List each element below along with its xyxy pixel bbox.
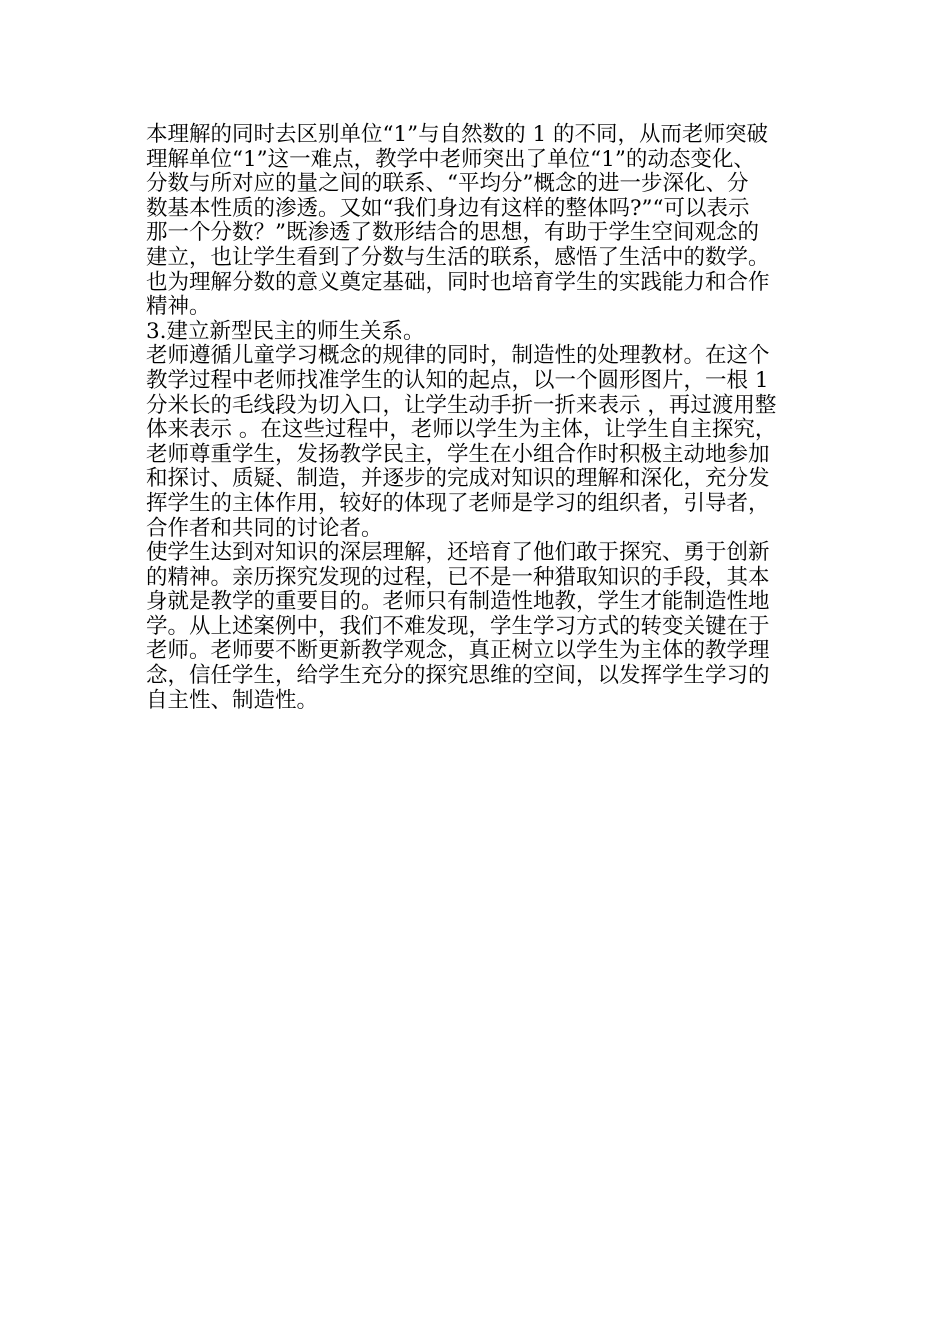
text-line: 分米长的毛线段为切入口，让学生动手折一折来表示 ，再过渡用整 [146,392,777,418]
text-line: 数基本性质的渗透。又如“我们身边有这样的整体吗?”“可以表示 [146,195,750,221]
text-line: 自主性、制造性。 [146,687,319,713]
text-line: 分数与所对应的量之间的联系、“平均分”概念的进一步深化、分 [146,171,749,197]
text-line: 那一个分数？”既渗透了数形结合的思想，有助于学生空间观念的 [146,220,759,246]
text-line: 老师尊重学生，发扬教学民主，学生在小组合作时积极主动地参加 [146,441,770,467]
text-line: 念，信任学生，给学生充分的探究思维的空间，以发挥学生学习的 [146,663,770,689]
text-line: 老师遵循儿童学习概念的规律的同时，制造性的处理教材。在这个 [146,343,770,369]
section-heading: 3.建立新型民主的师生关系。 [146,318,425,344]
text-line: 合作者和共同的讨论者。 [146,515,383,541]
text-line: 老师。老师要不断更新教学观念，真正树立以学生为主体的教学理 [146,638,770,664]
text-line: 建立，也让学生看到了分数与生活的联系，感悟了生活中的数学。 [146,244,770,270]
body-text [146,123,814,713]
text-line: 和探讨、质疑、制造，并逐步的完成对知识的理解和深化，充分发 [146,466,770,492]
text-line: 教学过程中老师找准学生的认知的起点，以一个圆形图片，一根 1 [146,367,769,393]
text-line: 本理解的同时去区别单位“1”与自然数的 1 的不同，从而老师突破 [146,122,769,147]
text-line: 也为理解分数的意义奠定基础，同时也培育学生的实践能力和合作 [146,269,770,295]
text-line: 的精神。亲历探究发现的过程，已不是一种猎取知识的手段，其本 [146,564,770,590]
text-line: 身就是教学的重要目的。老师只有制造性地教，学生才能制造性地 [146,589,770,615]
text-line: 体来表示 。在这些过程中，老师以学生为主体，让学生自主探究， [146,417,777,443]
text-line: 使学生达到对知识的深层理解，还培育了他们敢于探究、勇于创新 [146,540,770,566]
text-line: 理解单位“1”这一难点，教学中老师突出了单位“1”的动态变化、 [146,146,755,172]
text-line: 学。从上述案例中，我们不难发现，学生学习方式的转变关键在于 [146,613,770,639]
text-line: 挥学生的主体作用，较好的体现了老师是学习的组织者，引导者， [146,490,770,516]
text-line: 精神。 [146,294,211,320]
